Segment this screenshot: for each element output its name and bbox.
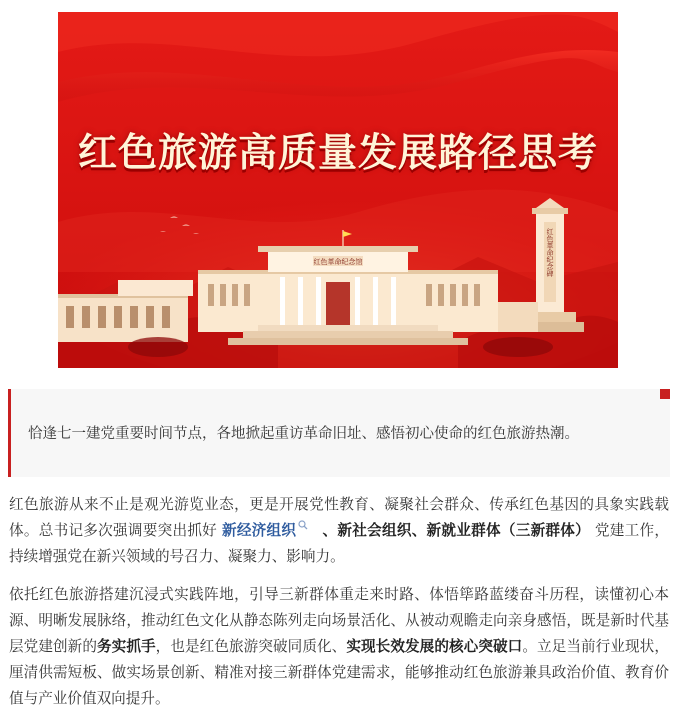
- paragraph-1-text-a: 红色旅游从来不止是观光游览业态，更是开展党性教育、凝聚社会群众、传承红色基因的具象实践载体。总书记多次强调要突出抓好: [9, 496, 669, 539]
- paragraph-1-bold: 、新社会组织、新就业群体（三新群体）: [322, 522, 591, 539]
- banner-image: [58, 12, 618, 368]
- paragraph-1: [9, 492, 669, 570]
- paragraph-2-text-b: ，也是红色旅游突破同质化、: [155, 638, 347, 655]
- paragraph-2: [9, 582, 669, 712]
- monument-inscription: 红色革命纪念碑: [546, 228, 554, 277]
- paragraph-2-bold-b: 实现长效发展的核心突破口: [346, 638, 523, 655]
- keyword-link-new-economic-org[interactable]: 新经济组织: [221, 522, 297, 539]
- search-icon[interactable]: [298, 520, 308, 530]
- paragraph-1-text-b: 党建工作，持续增强党在新兴领域的号召力、凝聚力、影响力。: [9, 522, 669, 565]
- building-sign: 红色革命纪念馆: [313, 258, 363, 266]
- banner-illustration: [58, 12, 618, 368]
- corner-accent: [660, 389, 670, 399]
- paragraph-2-text-a: 依托红色旅游搭建沉浸式实践阵地，引导三新群体重走来时路、体悟筚路蓝缕奋斗历程，读懂初心本源、明晰发展脉络，推动红色文化从静态陈列走向场景活化、从被动观瞻走向亲身感悟，既是新时代基层党建创新的: [9, 586, 669, 655]
- paragraph-2-text-c: 。立足当前行业现状，厘清供需短板、做实场景创新、精准对接三新群体党建需求，能够推动红色旅游兼具政治价值、教育价值与产业价值双向提升。: [9, 638, 669, 707]
- paragraph-2-bold-a: 务实抓手: [97, 638, 156, 655]
- summary-callout: [8, 389, 670, 477]
- summary-text: 恰逢七一建党重要时间节点，各地掀起重访革命旧址、感悟初心使命的红色旅游热潮。: [28, 426, 579, 442]
- banner-title: 红色旅游高质量发展路径思考: [77, 131, 598, 176]
